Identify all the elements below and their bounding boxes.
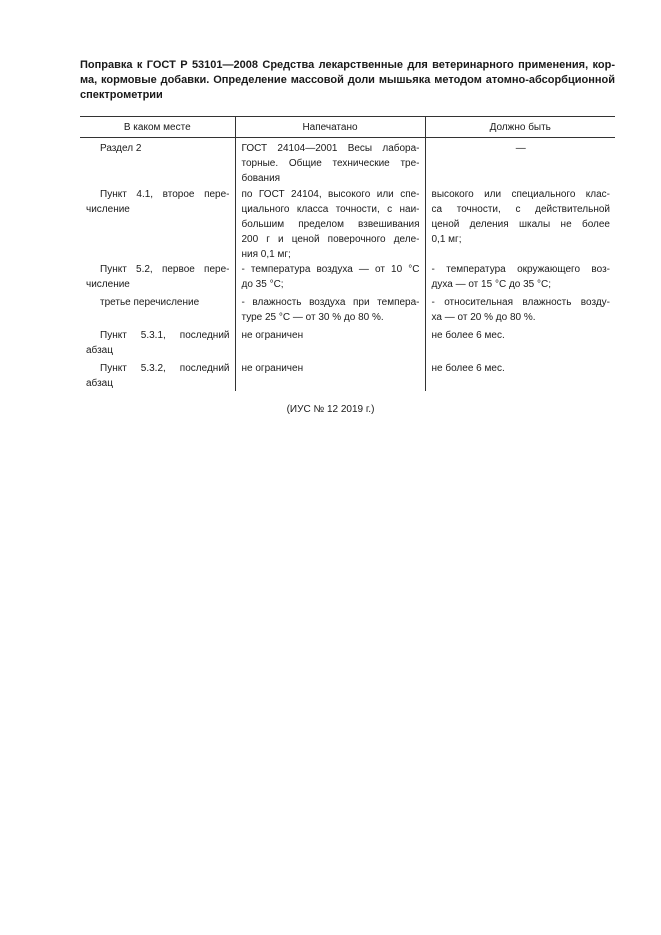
table-header-row bbox=[80, 117, 615, 138]
cell-line: Пункт 4.1, второе пере- bbox=[100, 189, 230, 200]
cell-line: 200 г и ценой поверочного деле- bbox=[241, 234, 420, 245]
table-row bbox=[80, 186, 615, 262]
cell-line: - относительная влажность возду- bbox=[431, 297, 610, 308]
cell-should-be bbox=[425, 186, 615, 262]
cell-line: са точности, с действительной bbox=[431, 204, 610, 215]
cell-line: - температура окружающего воз- bbox=[431, 264, 610, 275]
table-row bbox=[80, 262, 615, 295]
cell-where bbox=[80, 361, 235, 391]
cell-printed bbox=[235, 186, 425, 262]
cell-where bbox=[80, 262, 235, 295]
cell-line: Пункт 5.2, первое пере- bbox=[100, 264, 230, 275]
title-line: спектрометрии bbox=[80, 89, 163, 101]
cell-should-be bbox=[425, 361, 615, 391]
title-line: Поправка к ГОСТ Р 53101—2008 Средства лекарственные для ветеринарного применения, кор- bbox=[80, 59, 615, 71]
corrections-table bbox=[80, 116, 615, 391]
cell-line: не более 6 мес. bbox=[431, 363, 505, 374]
cell-line: Раздел 2 bbox=[100, 143, 142, 154]
cell-line: до 35 °С; bbox=[241, 279, 284, 290]
cell-line: третье перечисление bbox=[100, 297, 200, 308]
cell-where bbox=[80, 328, 235, 361]
cell-line: - влажность воздуха при темпера- bbox=[241, 297, 420, 308]
table-row bbox=[80, 138, 615, 187]
table-row bbox=[80, 361, 615, 391]
cell-line: 0,1 мг; bbox=[431, 234, 462, 245]
cell-line: Пункт 5.3.2, последний bbox=[100, 363, 230, 374]
cell-line: циального класса точности, с наи- bbox=[241, 204, 420, 215]
cell-line: бования bbox=[241, 173, 281, 184]
cell-line: абзац bbox=[86, 345, 113, 356]
cell-line: по ГОСТ 24104, высокого или спе- bbox=[241, 189, 420, 200]
cell-line: ГОСТ 24104—2001 Весы лабора- bbox=[241, 143, 420, 154]
cell-line: ха — от 20 % до 80 %. bbox=[431, 312, 536, 323]
cell-line: высокого или специального клас- bbox=[431, 189, 610, 200]
cell-line: числение bbox=[86, 204, 130, 215]
publication-reference: (ИУС № 12 2019 г.) bbox=[286, 404, 375, 415]
cell-line: - температура воздуха — от 10 °С bbox=[241, 264, 420, 275]
cell-line: Пункт 5.3.1, последний bbox=[100, 330, 230, 341]
cell-should-be bbox=[425, 295, 615, 328]
cell-printed bbox=[235, 262, 425, 295]
document-title bbox=[80, 58, 615, 103]
column-header-should-be: Должно быть bbox=[425, 117, 615, 138]
cell-line: не ограничен bbox=[241, 363, 304, 374]
cell-should-be bbox=[425, 262, 615, 295]
cell-where bbox=[80, 138, 235, 187]
cell-printed bbox=[235, 295, 425, 328]
cell-line: — bbox=[515, 143, 526, 154]
cell-line: ценой деления шкалы не более bbox=[431, 219, 610, 230]
column-header-printed: Напечатано bbox=[235, 117, 425, 138]
title-line: ма, кормовые добавки. Определение массовой доли мышьяка методом атомно-абсорбционной bbox=[80, 74, 615, 86]
cell-printed bbox=[235, 361, 425, 391]
cell-should-be bbox=[425, 138, 615, 187]
cell-line: торные. Общие технические тре- bbox=[241, 158, 420, 169]
cell-line: большим пределом взвешивания bbox=[241, 219, 420, 230]
table-row bbox=[80, 295, 615, 328]
cell-line: туре 25 °С — от 30 % до 80 %. bbox=[241, 312, 384, 323]
cell-where bbox=[80, 186, 235, 262]
cell-line: абзац bbox=[86, 378, 113, 389]
cell-line: духа — от 15 °С до 35 °С; bbox=[431, 279, 552, 290]
cell-should-be bbox=[425, 328, 615, 361]
cell-printed bbox=[235, 138, 425, 187]
cell-line: ния 0,1 мг; bbox=[241, 249, 291, 260]
table-row bbox=[80, 328, 615, 361]
cell-line: не ограничен bbox=[241, 330, 304, 341]
cell-line: числение bbox=[86, 279, 130, 290]
column-header-where: В каком месте bbox=[80, 117, 235, 138]
cell-line: не более 6 мес. bbox=[431, 330, 505, 341]
cell-where bbox=[80, 295, 235, 328]
cell-printed bbox=[235, 328, 425, 361]
